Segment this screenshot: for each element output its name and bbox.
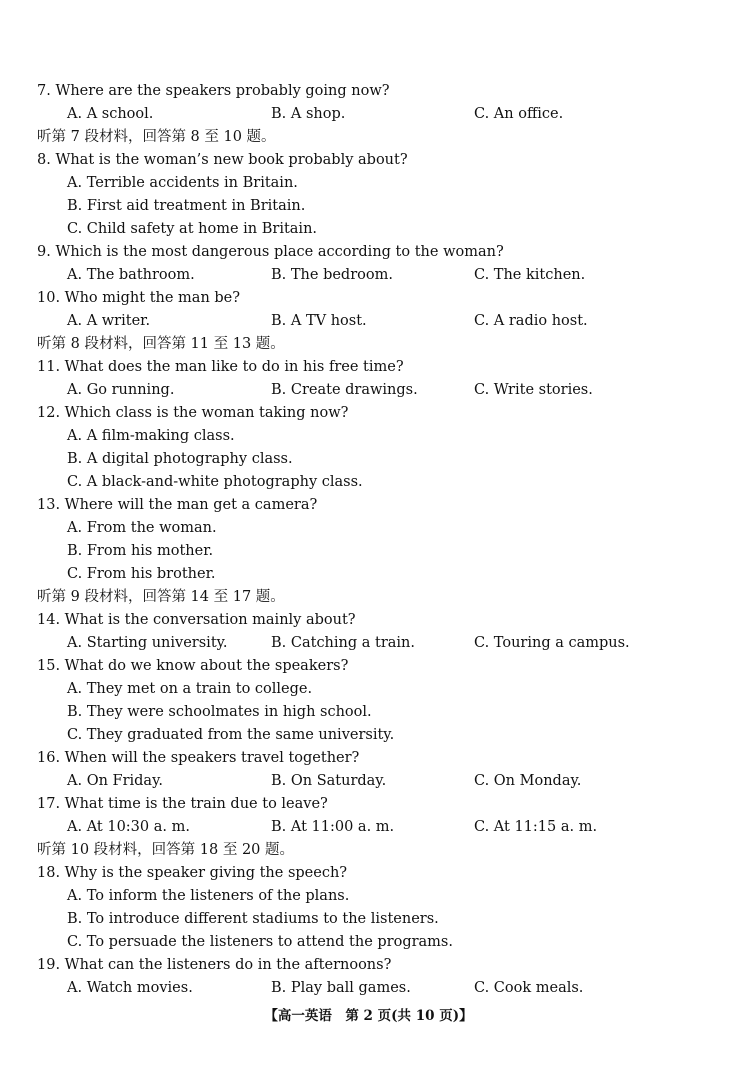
question-stem: 17. What time is the train due to leave? xyxy=(37,796,328,812)
option-row xyxy=(0,264,737,287)
question-stem: 8. What is the woman’s new book probably about? xyxy=(37,152,408,168)
question-stem: 9. Which is the most dangerous place according to the woman? xyxy=(37,244,504,260)
section-instruction: 听第 9 段材料，回答第 14 至 17 题。 xyxy=(37,589,285,605)
answer-option: C. To persuade the listeners to attend the programs. xyxy=(67,934,453,950)
option-row xyxy=(0,218,737,241)
answer-option: B. First aid treatment in Britain. xyxy=(67,198,306,214)
section-instruction: 听第 8 段材料，回答第 11 至 13 题。 xyxy=(37,336,285,352)
answer-option: A. On Friday. xyxy=(67,773,163,789)
option-row xyxy=(0,425,737,448)
answer-option: A. To inform the listeners of the plans. xyxy=(67,888,350,904)
answer-option: C. On Monday. xyxy=(474,773,582,789)
answer-option: B. The bedroom. xyxy=(271,267,393,283)
question-stem: 15. What do we know about the speakers? xyxy=(37,658,349,674)
page-footer: 【高一英语 第 2 页(共 10 页)】 xyxy=(264,1008,473,1024)
question-stem: 7. Where are the speakers probably going now? xyxy=(37,83,390,99)
answer-option: A. From the woman. xyxy=(67,520,217,536)
question-stem: 10. Who might the man be? xyxy=(37,290,241,306)
answer-option: A. A writer. xyxy=(67,313,151,329)
question-stem: 14. What is the conversation mainly about? xyxy=(37,612,356,628)
answer-option: C. Write stories. xyxy=(474,382,593,398)
option-row xyxy=(0,310,737,333)
answer-option: B. At 11:00 a. m. xyxy=(271,819,395,835)
answer-option: C. Child safety at home in Britain. xyxy=(67,221,318,237)
answer-option: B. A TV host. xyxy=(271,313,367,329)
answer-option: B. A digital photography class. xyxy=(67,451,293,467)
answer-option: A. Starting university. xyxy=(67,635,228,651)
answer-option: A. At 10:30 a. m. xyxy=(67,819,190,835)
answer-option: B. Catching a train. xyxy=(271,635,416,651)
option-row xyxy=(0,908,737,931)
answer-option: B. A shop. xyxy=(271,106,346,122)
answer-option: C. At 11:15 a. m. xyxy=(474,819,598,835)
answer-option: A. Go running. xyxy=(67,382,175,398)
answer-option: C. Cook meals. xyxy=(474,980,584,996)
option-row xyxy=(0,563,737,586)
option-row xyxy=(0,195,737,218)
answer-option: A. They met on a train to college. xyxy=(67,681,313,697)
option-row xyxy=(0,172,737,195)
option-row xyxy=(0,632,737,655)
question-stem: 16. When will the speakers travel together? xyxy=(37,750,360,766)
answer-option: B. Play ball games. xyxy=(271,980,411,996)
option-row xyxy=(0,931,737,954)
answer-option: B. They were schoolmates in high school. xyxy=(67,704,372,720)
question-stem: 12. Which class is the woman taking now? xyxy=(37,405,349,421)
question-stem: 11. What does the man like to do in his free time? xyxy=(37,359,404,375)
section-instruction: 听第 7 段材料，回答第 8 至 10 题。 xyxy=(37,129,276,145)
answer-option: B. From his mother. xyxy=(67,543,214,559)
question-stem: 19. What can the listeners do in the afternoons? xyxy=(37,957,392,973)
option-row xyxy=(0,885,737,908)
answer-option: A. Terrible accidents in Britain. xyxy=(67,175,298,191)
answer-option: C. The kitchen. xyxy=(474,267,586,283)
option-row xyxy=(0,379,737,402)
answer-option: C. An office. xyxy=(474,106,564,122)
answer-option: C. A black-and-white photography class. xyxy=(67,474,363,490)
option-row xyxy=(0,103,737,126)
answer-option: C. Touring a campus. xyxy=(474,635,630,651)
option-row xyxy=(0,540,737,563)
answer-option: C. A radio host. xyxy=(474,313,588,329)
question-stem: 13. Where will the man get a camera? xyxy=(37,497,318,513)
answer-option: A. A film-making class. xyxy=(67,428,235,444)
option-row xyxy=(0,977,737,1000)
option-row xyxy=(0,448,737,471)
answer-option: B. On Saturday. xyxy=(271,773,387,789)
answer-option: A. A school. xyxy=(67,106,154,122)
option-row xyxy=(0,471,737,494)
option-row xyxy=(0,701,737,724)
option-row xyxy=(0,770,737,793)
answer-option: C. They graduated from the same university. xyxy=(67,727,395,743)
answer-option: C. From his brother. xyxy=(67,566,216,582)
question-stem: 18. Why is the speaker giving the speech? xyxy=(37,865,348,881)
option-row xyxy=(0,517,737,540)
answer-option: A. Watch movies. xyxy=(67,980,193,996)
option-row xyxy=(0,816,737,839)
section-instruction: 听第 10 段材料，回答第 18 至 20 题。 xyxy=(37,842,295,858)
option-row xyxy=(0,678,737,701)
answer-option: B. Create drawings. xyxy=(271,382,418,398)
answer-option: B. To introduce different stadiums to the listeners. xyxy=(67,911,439,927)
answer-option: A. The bathroom. xyxy=(67,267,195,283)
option-row xyxy=(0,724,737,747)
